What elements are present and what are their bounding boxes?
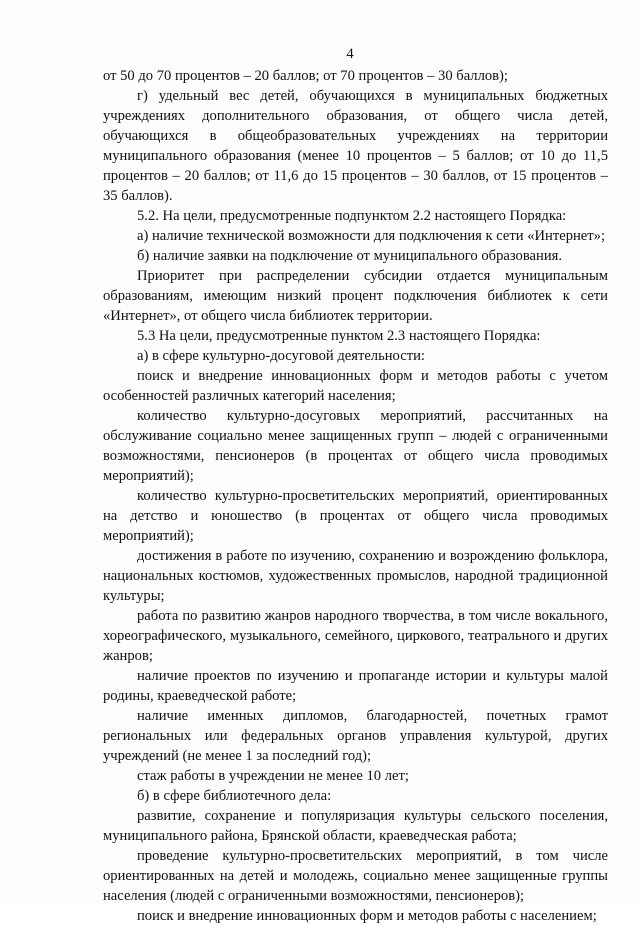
document-body <box>103 66 608 926</box>
paragraph-5-2-a: а) наличие технической возможности для подключения к сети «Интернет»; <box>137 228 606 244</box>
list-item-library-innovation: поиск и внедрение инновационных форм и методов работы с населением; <box>137 908 597 924</box>
list-item-folklore: достижения в работе по изучению, сохранению и возрождению фольклора, национальных костюмов, художественных промыслов, народной традиционной культуры; <box>103 548 608 604</box>
paragraph-5-3-b: б) в сфере библиотечного дела: <box>137 788 332 804</box>
list-item-educational-events: количество культурно-просветительских мероприятий, ориентированных на детство и юношество (в процентах от общего числа проводимых мероприятий); <box>103 488 608 544</box>
paragraph-5-2-b: б) наличие заявки на подключение от муниципального образования. <box>137 248 562 264</box>
list-item-history-projects: наличие проектов по изучению и пропаганде истории и культуры малой родины, краеведческой работе; <box>103 668 608 704</box>
paragraph-5-3-a: а) в сфере культурно-досуговой деятельности: <box>137 348 425 364</box>
list-item-innovation: поиск и внедрение инновационных форм и методов работы с учетом особенностей различных категорий населения; <box>103 368 608 404</box>
list-item-experience: стаж работы в учреждении не менее 10 лет; <box>137 768 409 784</box>
paragraph-item-g: г) удельный вес детей, обучающихся в муниципальных бюджетных учреждениях дополнительного образования, от общего числа детей, обучающихся в общеобразовательных учреждениях на территории муниципального образования (менее 10 процентов – 5 баллов; от 10 до 11,5 процентов – 20 баллов; от 11,6 до 15 процентов – 30 баллов, от 15 процентов – 35 баллов). <box>103 88 608 204</box>
list-item-events-count: количество культурно-досуговых мероприятий, рассчитанных на обслуживание социально менее защищенных групп – людей с ограниченными возможностями, пенсионеров (в процентах от общего числа проводимых мероприятий); <box>103 408 608 484</box>
list-item-library-events: проведение культурно-просветительских мероприятий, в том числе ориентированных на детей и молодежь, социально менее защищенные группы населения (людей с ограниченными возможностями, пенсионеров); <box>103 848 608 904</box>
list-item-genres: работа по развитию жанров народного творчества, в том числе вокального, хореографического, музыкального, семейного, циркового, театрального и других жанров; <box>103 608 608 664</box>
paragraph-priority: Приоритет при распределении субсидии отдается муниципальным образованиям, имеющим низкий процент подключения библиотек к сети «Интернет», от общего числа библиотек территории. <box>103 268 608 324</box>
paragraph-5-2-heading: 5.2. На цели, предусмотренные подпунктом 2.2 настоящего Порядка: <box>137 208 567 224</box>
paragraph-scoring-continuation: от 50 до 70 процентов – 20 баллов; от 70 процентов – 30 баллов); <box>103 68 508 84</box>
list-item-library-culture: развитие, сохранение и популяризация культуры сельского поселения, муниципального района, Брянской области, краеведческая работа; <box>103 808 608 844</box>
page-number: 4 <box>346 46 354 62</box>
list-item-diplomas: наличие именных дипломов, благодарностей, почетных грамот региональных или федеральных органов управления культурой, других учреждений (не менее 1 за последний год); <box>103 708 608 764</box>
paragraph-5-3-heading: 5.3 На цели, предусмотренные пунктом 2.3 настоящего Порядка: <box>137 328 541 344</box>
